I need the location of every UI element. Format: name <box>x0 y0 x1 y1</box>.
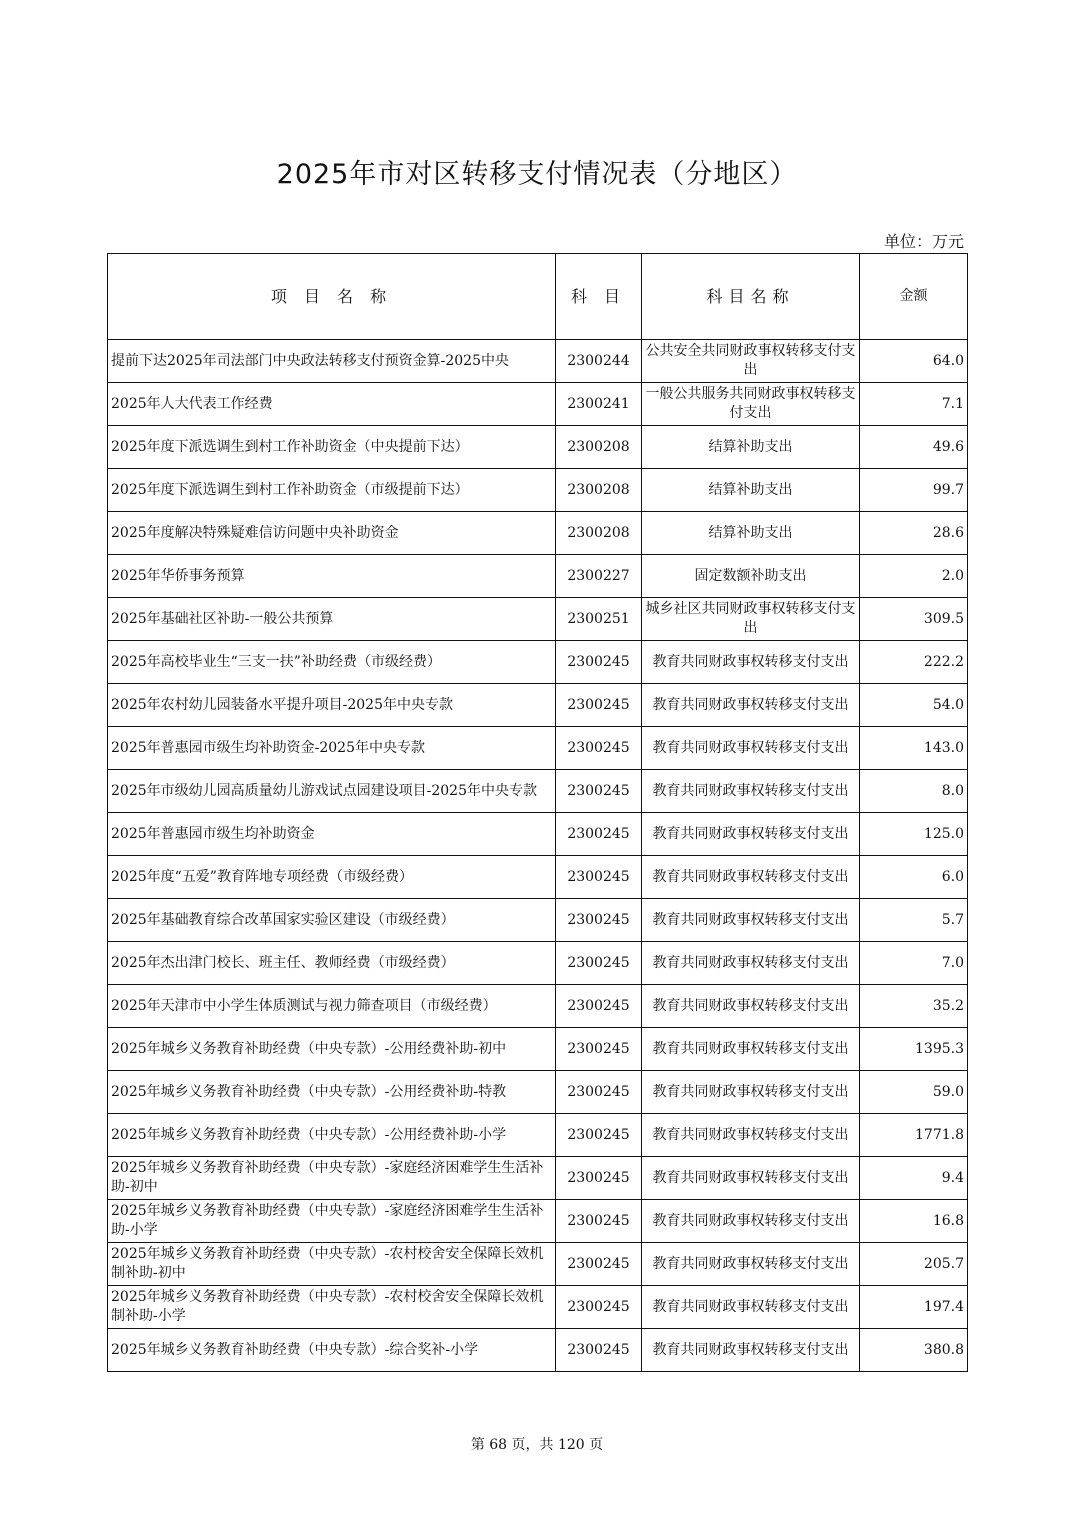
page-footer: 第 68 页，共 120 页 <box>470 1437 604 1453</box>
unit-label: 单位：万元 <box>883 232 964 251</box>
table-row <box>108 555 968 598</box>
amount-cell: 7.1 <box>860 383 968 426</box>
amount-cell: 380.8 <box>860 1329 968 1372</box>
table-row <box>108 727 968 770</box>
table-row <box>108 641 968 684</box>
amount-cell: 205.7 <box>860 1243 968 1286</box>
subject-code-cell: 2300208 <box>556 512 642 555</box>
subject-name-cell: 教育共同财政事权转移支付支出 <box>642 1329 860 1372</box>
subject-name-cell: 教育共同财政事权转移支付支出 <box>642 727 860 770</box>
header-subject-name: 科目名称 <box>642 254 860 340</box>
table-row <box>108 1243 968 1286</box>
subject-code-cell: 2300245 <box>556 1157 642 1200</box>
subject-name-cell: 教育共同财政事权转移支付支出 <box>642 1114 860 1157</box>
subject-code-cell: 2300245 <box>556 856 642 899</box>
amount-cell: 54.0 <box>860 684 968 727</box>
project-name-cell: 2025年度下派选调生到村工作补助资金（中央提前下达） <box>108 426 556 469</box>
table-row <box>108 1286 968 1329</box>
table-row <box>108 1329 968 1372</box>
project-name-cell: 2025年人大代表工作经费 <box>108 383 556 426</box>
table-header-row <box>108 254 968 340</box>
table-row <box>108 684 968 727</box>
project-name-cell: 2025年普惠园市级生均补助资金 <box>108 813 556 856</box>
table-row <box>108 985 968 1028</box>
table-row <box>108 899 968 942</box>
subject-name-cell: 教育共同财政事权转移支付支出 <box>642 985 860 1028</box>
subject-name-cell: 城乡社区共同财政事权转移支付支出 <box>642 598 860 641</box>
amount-cell: 8.0 <box>860 770 968 813</box>
subject-code-cell: 2300227 <box>556 555 642 598</box>
project-name-cell: 2025年度解决特殊疑难信访问题中央补助资金 <box>108 512 556 555</box>
subject-code-cell: 2300245 <box>556 1329 642 1372</box>
subject-name-cell: 公共安全共同财政事权转移支付支出 <box>642 340 860 383</box>
subject-name-cell: 教育共同财政事权转移支付支出 <box>642 899 860 942</box>
header-project-name: 项 目 名 称 <box>108 254 556 340</box>
subject-code-cell: 2300245 <box>556 942 642 985</box>
project-name-cell: 2025年天津市中小学生体质测试与视力筛查项目（市级经费） <box>108 985 556 1028</box>
subject-name-cell: 教育共同财政事权转移支付支出 <box>642 1243 860 1286</box>
subject-code-cell: 2300244 <box>556 340 642 383</box>
project-name-cell: 2025年城乡义务教育补助经费（中央专款）-家庭经济困难学生生活补助-小学 <box>108 1200 556 1243</box>
project-name-cell: 2025年高校毕业生“三支一扶”补助经费（市级经费） <box>108 641 556 684</box>
table-row <box>108 1157 968 1200</box>
project-name-cell: 2025年市级幼儿园高质量幼儿游戏试点园建设项目-2025年中央专款 <box>108 770 556 813</box>
table-row <box>108 1114 968 1157</box>
amount-cell: 16.8 <box>860 1200 968 1243</box>
table-row <box>108 1200 968 1243</box>
amount-cell: 197.4 <box>860 1286 968 1329</box>
subject-name-cell: 一般公共服务共同财政事权转移支付支出 <box>642 383 860 426</box>
table-row <box>108 469 968 512</box>
subject-code-cell: 2300245 <box>556 1286 642 1329</box>
subject-code-cell: 2300245 <box>556 985 642 1028</box>
subject-code-cell: 2300245 <box>556 770 642 813</box>
amount-cell: 35.2 <box>860 985 968 1028</box>
amount-cell: 1395.3 <box>860 1028 968 1071</box>
table-row <box>108 856 968 899</box>
project-name-cell: 2025年基础社区补助-一般公共预算 <box>108 598 556 641</box>
project-name-cell: 2025年农村幼儿园装备水平提升项目-2025年中央专款 <box>108 684 556 727</box>
subject-code-cell: 2300251 <box>556 598 642 641</box>
amount-cell: 143.0 <box>860 727 968 770</box>
table-row <box>108 598 968 641</box>
project-name-cell: 2025年基础教育综合改革国家实验区建设（市级经费） <box>108 899 556 942</box>
project-name-cell: 2025年度“五爱”教育阵地专项经费（市级经费） <box>108 856 556 899</box>
subject-name-cell: 结算补助支出 <box>642 426 860 469</box>
table-body <box>108 340 968 1372</box>
table-row <box>108 340 968 383</box>
amount-cell: 49.6 <box>860 426 968 469</box>
project-name-cell: 2025年城乡义务教育补助经费（中央专款）-家庭经济困难学生生活补助-初中 <box>108 1157 556 1200</box>
subject-name-cell: 教育共同财政事权转移支付支出 <box>642 684 860 727</box>
subject-code-cell: 2300245 <box>556 1071 642 1114</box>
project-name-cell: 2025年城乡义务教育补助经费（中央专款）-农村校舍安全保障长效机制补助-小学 <box>108 1286 556 1329</box>
subject-name-cell: 教育共同财政事权转移支付支出 <box>642 770 860 813</box>
table-row <box>108 942 968 985</box>
subject-code-cell: 2300245 <box>556 1200 642 1243</box>
project-name-cell: 2025年城乡义务教育补助经费（中央专款）-公用经费补助-特教 <box>108 1071 556 1114</box>
amount-cell: 28.6 <box>860 512 968 555</box>
subject-name-cell: 教育共同财政事权转移支付支出 <box>642 813 860 856</box>
subject-code-cell: 2300245 <box>556 1114 642 1157</box>
table-row <box>108 426 968 469</box>
subject-name-cell: 教育共同财政事权转移支付支出 <box>642 856 860 899</box>
subject-name-cell: 教育共同财政事权转移支付支出 <box>642 641 860 684</box>
amount-cell: 59.0 <box>860 1071 968 1114</box>
subject-name-cell: 教育共同财政事权转移支付支出 <box>642 1286 860 1329</box>
subject-name-cell: 结算补助支出 <box>642 512 860 555</box>
amount-cell: 125.0 <box>860 813 968 856</box>
project-name-cell: 2025年普惠园市级生均补助资金-2025年中央专款 <box>108 727 556 770</box>
subject-code-cell: 2300245 <box>556 727 642 770</box>
table-row <box>108 770 968 813</box>
subject-code-cell: 2300245 <box>556 813 642 856</box>
subject-name-cell: 固定数额补助支出 <box>642 555 860 598</box>
subject-name-cell: 教育共同财政事权转移支付支出 <box>642 1071 860 1114</box>
subject-name-cell: 教育共同财政事权转移支付支出 <box>642 942 860 985</box>
project-name-cell: 2025年度下派选调生到村工作补助资金（市级提前下达） <box>108 469 556 512</box>
subject-code-cell: 2300245 <box>556 684 642 727</box>
subject-code-cell: 2300245 <box>556 1243 642 1286</box>
table-row <box>108 512 968 555</box>
subject-code-cell: 2300245 <box>556 1028 642 1071</box>
subject-code-cell: 2300245 <box>556 899 642 942</box>
subject-code-cell: 2300241 <box>556 383 642 426</box>
header-amount: 金额 <box>860 254 968 340</box>
subject-name-cell: 结算补助支出 <box>642 469 860 512</box>
project-name-cell: 2025年城乡义务教育补助经费（中央专款）-综合奖补-小学 <box>108 1329 556 1372</box>
table-row <box>108 383 968 426</box>
subject-code-cell: 2300208 <box>556 469 642 512</box>
page-title: 2025年市对区转移支付情况表（分地区） <box>276 159 798 190</box>
subject-name-cell: 教育共同财政事权转移支付支出 <box>642 1200 860 1243</box>
amount-cell: 1771.8 <box>860 1114 968 1157</box>
project-name-cell: 2025年华侨事务预算 <box>108 555 556 598</box>
subject-name-cell: 教育共同财政事权转移支付支出 <box>642 1028 860 1071</box>
amount-cell: 5.7 <box>860 899 968 942</box>
table-row <box>108 1071 968 1114</box>
subject-code-cell: 2300208 <box>556 426 642 469</box>
amount-cell: 7.0 <box>860 942 968 985</box>
subject-name-cell: 教育共同财政事权转移支付支出 <box>642 1157 860 1200</box>
amount-cell: 64.0 <box>860 340 968 383</box>
table-row <box>108 1028 968 1071</box>
header-subject-code: 科 目 <box>556 254 642 340</box>
project-name-cell: 提前下达2025年司法部门中央政法转移支付预资金算-2025中央 <box>108 340 556 383</box>
project-name-cell: 2025年城乡义务教育补助经费（中央专款）-农村校舍安全保障长效机制补助-初中 <box>108 1243 556 1286</box>
table-row <box>108 813 968 856</box>
subject-code-cell: 2300245 <box>556 641 642 684</box>
project-name-cell: 2025年城乡义务教育补助经费（中央专款）-公用经费补助-初中 <box>108 1028 556 1071</box>
amount-cell: 9.4 <box>860 1157 968 1200</box>
transfer-payment-table <box>107 253 968 1372</box>
amount-cell: 309.5 <box>860 598 968 641</box>
amount-cell: 2.0 <box>860 555 968 598</box>
amount-cell: 222.2 <box>860 641 968 684</box>
project-name-cell: 2025年杰出津门校长、班主任、教师经费（市级经费） <box>108 942 556 985</box>
amount-cell: 6.0 <box>860 856 968 899</box>
project-name-cell: 2025年城乡义务教育补助经费（中央专款）-公用经费补助-小学 <box>108 1114 556 1157</box>
amount-cell: 99.7 <box>860 469 968 512</box>
